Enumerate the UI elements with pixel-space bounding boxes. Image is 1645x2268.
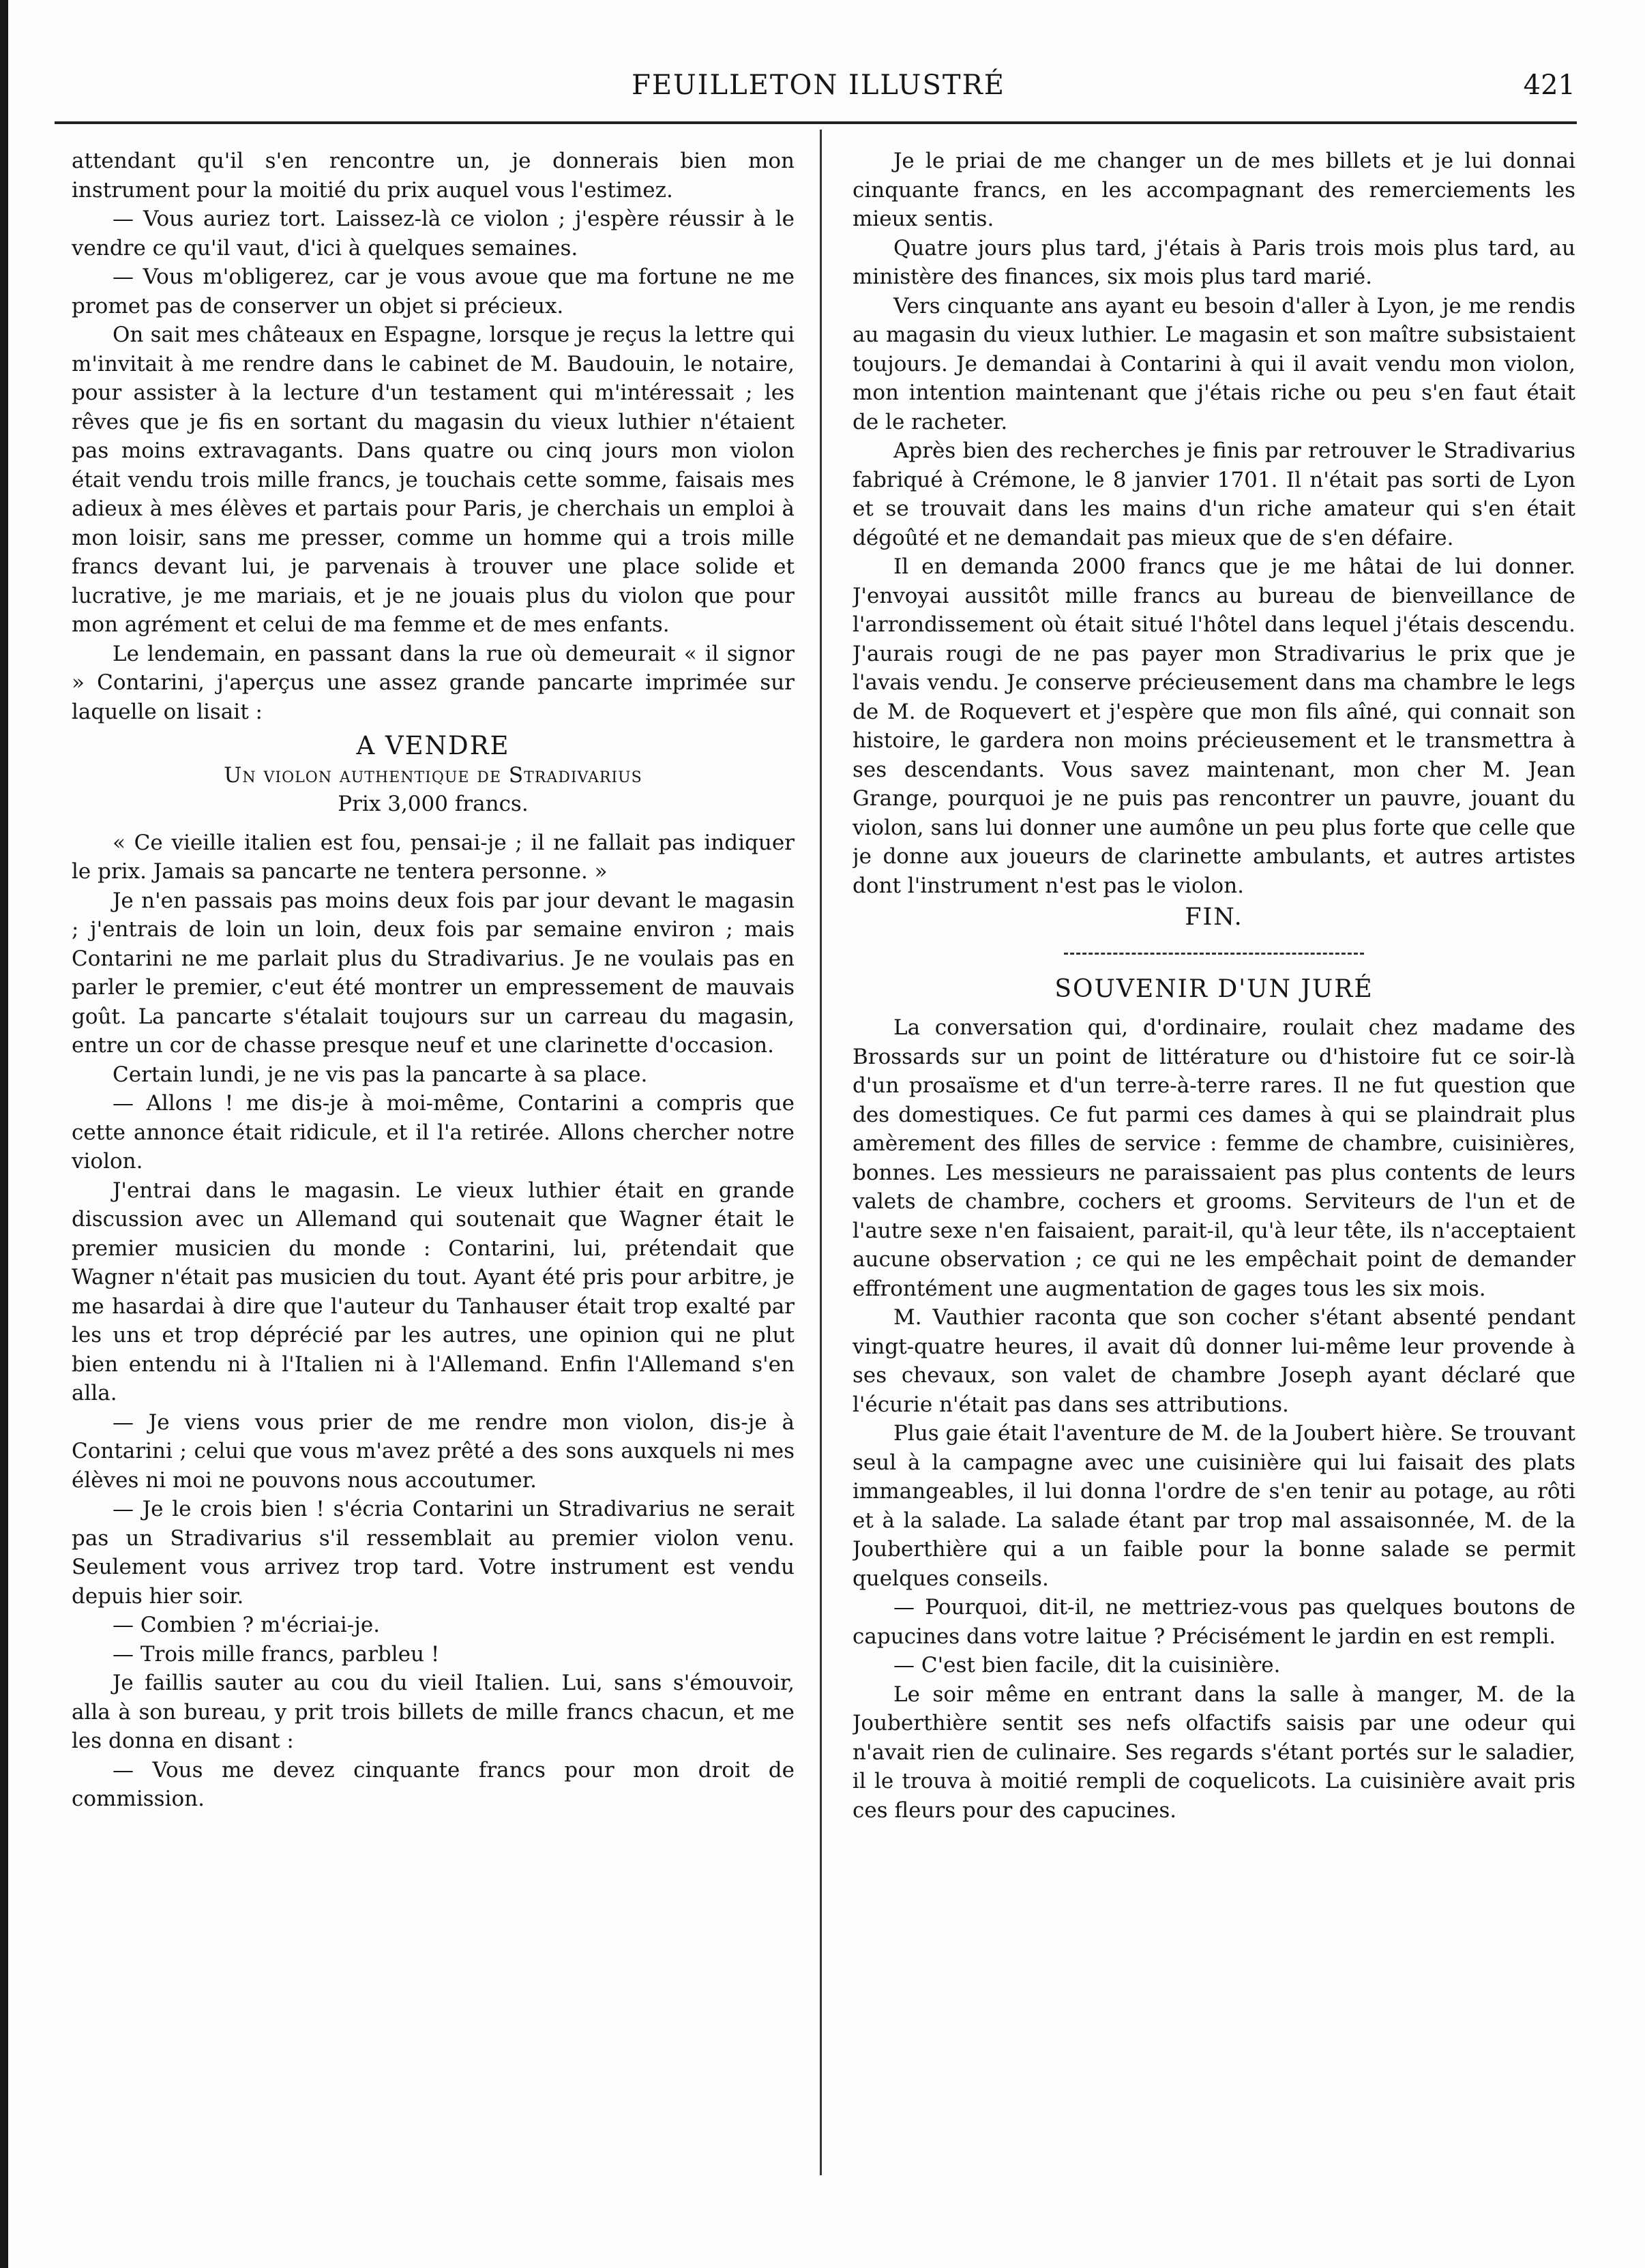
dialogue-line: — Vous auriez tort. Laissez-là ce violon ; j'espère réussir à le vendre ce qu'il vaut, d'ici à quelques semaines. [72, 207, 795, 260]
dialogue-line: — Je viens vous prier de me rendre mon violon, dis-je à Contarini ; celui que vous m'avez prêté a des sons auxquels ni mes élèves ni moi ne pouvons nous accoutumer. [72, 1409, 795, 1493]
paragraph: Quatre jours plus tard, j'étais à Paris trois mois plus tard, au ministère des finances, six mois plus tard marié. [853, 235, 1575, 289]
dialogue-line: — Pourquoi, dit-il, ne mettriez-vous pas quelques boutons de capucines dans votre laitue ? Précisément le jardin en est rempli. [853, 1595, 1575, 1649]
section-separator [1064, 953, 1364, 955]
column-divider [820, 130, 822, 2175]
paragraph: Je le priai de me changer un de mes billets et je lui donnai cinquante francs, en les accompagnant des remerciements les mieux sentis. [853, 149, 1575, 231]
spacer [72, 819, 795, 829]
binding-edge [0, 0, 8, 2268]
paragraph: Le soir même en entrant dans la salle à manger, M. de la Jouberthière sentit ses nefs olfactifs saisis par une odeur qui n'avait rien de culinaire. Ses regards s'étant portés sur le saladier, il le trouva à moitié rempli de coquelicots. La cuisinière avait pris ces fleurs pour des capucines. [853, 1682, 1575, 1823]
notice-title: A VENDRE [356, 731, 510, 760]
section-title: SOUVENIR D'UN JURÉ [1054, 974, 1374, 1003]
running-title: FEUILLETON ILLUSTRÉ [632, 70, 1005, 101]
paragraph: attendant qu'il s'en rencontre un, je donnerais bien mon instrument pour la moitié du prix auquel vous l'estimez. [72, 149, 795, 203]
dialogue-line: — Vous me devez cinquante francs pour mon droit de commission. [72, 1757, 795, 1811]
paragraph: Certain lundi, je ne vis pas la pancarte à sa place. [113, 1062, 648, 1087]
paragraph: Vers cinquante ans ayant eu besoin d'aller à Lyon, je me rendis au magasin du vieux luthier. Le magasin et son maître subsistaient toujours. Je demandai à Contarini à qui il avait vendu mon violon, mon intention maintenant que j'étais riche ou peu s'en faut était de le racheter. [853, 293, 1575, 434]
paragraph: La conversation qui, d'ordinaire, roulait chez madame des Brossards sur un point de littérature ou d'histoire fut ce soir-là d'un prosaïsme et d'un terre-à-terre rares. Il ne fut question que des domestiques. Ce fut parmi ces dames à qui se plaindrait plus amèrement des filles de service : femme de chambre, cuisinières, bonnes. Les messieurs ne paraissaient pas plus contents de leurs valets de chambre, cochers et grooms. Serviteurs de l'un et de l'autre sexe n'en faisaient, parait-il, qu'à leur tête, ils n'acceptaient aucune observation ; ce qui ne les empêchait point de demander effrontément une augmentation de gages tous les six mois. [853, 1015, 1575, 1301]
notice-price: Prix 3,000 francs. [338, 792, 529, 816]
notice-subtitle: Un violon authentique de Stradivarius [224, 762, 642, 788]
paragraph: J'entrai dans le magasin. Le vieux luthier était en grande discussion avec un Allemand qui soutenait que Wagner était le premier musicien du monde : Contarini, lui, prétendait que Wagner n'était pas musicien du tout. Ayant été pris pour arbitre, je me hasardai à dire que l'auteur du Tanhauser était trop exalté par les uns et trop déprécié par les autres, une opinion qui ne plut bien entendu ni à l'Italien ni à l'Allemand. Enfin l'Allemand s'en alla. [72, 1178, 795, 1405]
paragraph: Après bien des recherches je finis par retrouver le Stradivarius fabriqué à Crémone, le 8 janvier 1701. Il n'était pas sorti de Lyon et se trouvait dans les mains d'un riche amateur qui s'en était dégoûté et ne demandait pas mieux que de s'en défaire. [853, 438, 1575, 550]
header-rule [55, 121, 1577, 124]
paragraph: On sait mes châteaux en Espagne, lorsque je reçus la lettre qui m'invitait à me rendre dans le cabinet de M. Baudouin, le notaire, pour assister à la lecture d'un testament qui m'intéressait ; les rêves que je fis en sortant du magasin du vieux luthier n'étaient pas moins extravagants. Dans quatre ou cinq jours mon violon était vendu trois mille francs, je touchais cette somme, faisais mes adieux à mes élèves et partais pour Paris, je cherchais un emploi à mon loisir, sans me presser, comme un homme qui a trois mille francs devant lui, je parvenais à trouver une place solide et lucrative, je me mariais, et je ne jouais plus du violon que pour mon agrément et celui de ma femme et de mes enfants. [72, 323, 795, 637]
dialogue-line: — Combien ? m'écriai-je. [113, 1613, 381, 1637]
paragraph: Plus gaie était l'aventure de M. de la Joubert hière. Se trouvant seul à la campagne avec une cuisinière qui lui faisait des plats immangeables, il lui donna l'ordre de s'en tenir au potage, au rôti et à la salade. La salade étant par trop mal assaisonnée, M. de la Jouberthière qui a un faible pour la bonne salade se permit quelques conseils. [853, 1421, 1575, 1591]
story-end-mark: FIN. [1185, 904, 1243, 931]
page-number: 421 [1523, 70, 1575, 101]
left-column [72, 147, 795, 2220]
dialogue-line: — Allons ! me dis-je à moi-même, Contarini a compris que cette annonce était ridicule, et il l'a retirée. Allons chercher notre violon. [72, 1091, 795, 1174]
paragraph: « Ce vieille italien est fou, pensai-je ; il ne fallait pas indiquer le prix. Jamais sa pancarte ne tentera personne. » [72, 830, 795, 884]
dialogue-line: — Je le crois bien ! s'écria Contarini un Stradivarius ne serait pas un Stradivarius s'il ressemblait au premier violon venu. Seulement vous arrivez trop tard. Votre instrument est vendu depuis hier soir. [72, 1497, 795, 1609]
dialogue-line: — Vous m'obligerez, car je vous avoue que ma fortune ne me promet pas de conserver un objet si précieux. [72, 265, 795, 318]
paragraph: Je faillis sauter au cou du vieil Italien. Lui, sans s'émouvoir, alla à son bureau, y prit trois billets de mille francs chacun, et me les donna en disant : [72, 1671, 795, 1753]
dialogue-line: — Trois mille francs, parbleu ! [113, 1641, 440, 1667]
paragraph: Je n'en passais pas moins deux fois par jour devant le magasin ; j'entrais de loin un loin, deux fois par semaine environ ; mais Contarini ne me parlait plus du Stradivarius. Je ne voulais pas en parler le premier, c'eut été montrer un empressement de mauvais goût. La pancarte s'étalait toujours sur un carreau du magasin, entre un cor de chasse presque neuf et une clarinette d'occasion. [72, 888, 795, 1058]
right-column [853, 147, 1575, 2220]
paragraph: Il en demanda 2000 francs que je me hâtai de lui donner. J'envoyai aussitôt mille francs au bureau de bienveillance de l'arrondissement où était situé l'hôtel dans lequel j'étais descendu. J'aurais rougi de ne pas payer mon Stradivarius le prix que je l'avais vendu. Je conserve précieusement dans ma chambre le legs de M. de Roquevert et j'espère que mon fils aîné, qui connait son histoire, le gardera non moins précieusement et le transmettra à ses descendants. Vous savez maintenant, mon cher M. Jean Grange, pourquoi je ne puis pas rencontrer un pauvre, jouant du violon, sans lui donner une aumône un peu plus forte que celle que je donne aux joueurs de clarinette ambulants, et autres artistes dont l'instrument n'est pas le violon. [853, 554, 1575, 898]
paragraph: M. Vauthier raconta que son cocher s'étant absenté pendant vingt-quatre heures, il avait dû donner lui-même leur provende à ses chevaux, son valet de chambre Joseph ayant déclaré que l'écurie n'était pas dans ses attributions. [853, 1305, 1575, 1417]
page-header [61, 60, 1575, 108]
dialogue-line: — C'est bien facile, dit la cuisinière. [893, 1653, 1281, 1677]
paragraph: Le lendemain, en passant dans la rue où demeurait « il signor » Contarini, j'aperçus une assez grande pancarte imprimée sur laquelle on lisait : [72, 641, 795, 724]
